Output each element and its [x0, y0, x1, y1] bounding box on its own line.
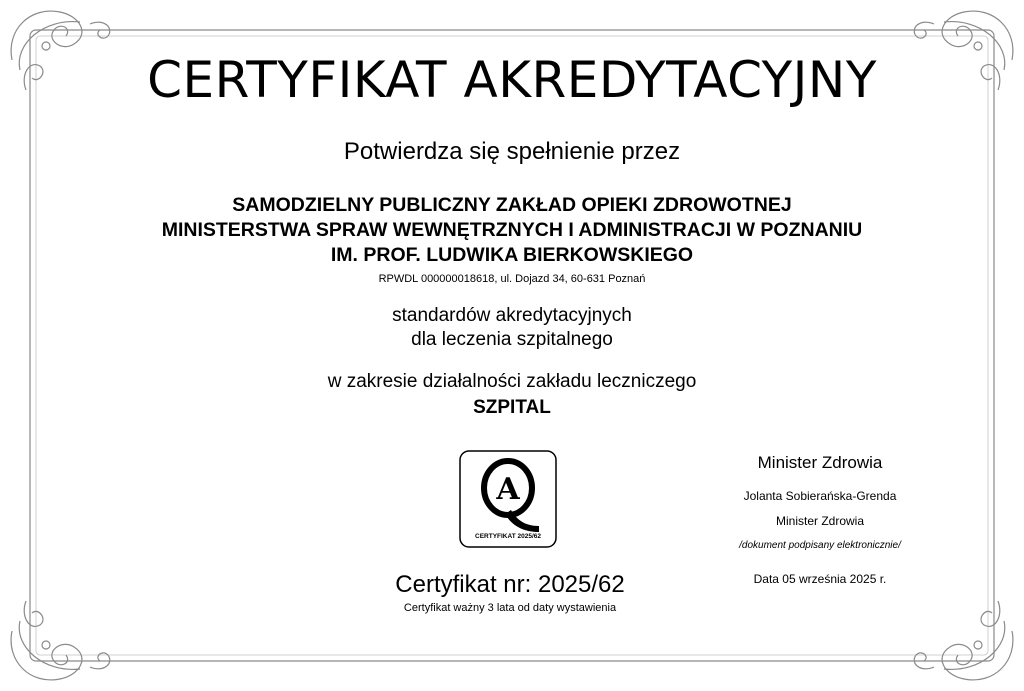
- scope-intro: w zakresie działalności zakładu leczniczego: [327, 371, 697, 392]
- signature-heading: Minister Zdrowia: [757, 453, 883, 472]
- issue-date: Data 05 września 2025 r.: [753, 572, 887, 586]
- confirmation-text: Potwierdza się spełnienie przez: [343, 138, 681, 165]
- organization-name: [0, 193, 1024, 268]
- organization-line-1: SAMODZIELNY PUBLICZNY ZAKŁAD OPIEKI ZDROWOTNEJ: [232, 194, 792, 216]
- corner-ornament-bottom-left: [11, 601, 110, 680]
- logo-letter: A: [496, 472, 520, 507]
- certificate-title: CERTYFIKAT AKREDYTACYJNY: [147, 51, 877, 109]
- scope-name: SZPITAL: [473, 397, 551, 418]
- organization-line-2: MINISTERSTWA SPRAW WEWNĘTRZNYCH I ADMINISTRACJI W POZNANIU: [161, 219, 863, 241]
- electronic-signature-note: /dokument podpisany elektronicznie/: [739, 540, 901, 551]
- standards-line-1: standardów akredytacyjnych: [392, 305, 632, 326]
- signer-name: Jolanta Sobierańska-Grenda: [743, 489, 897, 503]
- standards-line-2: dla leczenia szpitalnego: [411, 329, 613, 350]
- organization-registry: RPWDL 000000018618, ul. Dojazd 34, 60-631 Poznań: [378, 273, 646, 285]
- organization-line-3: IM. PROF. LUDWIKA BIERKOWSKIEGO: [330, 244, 694, 266]
- certificate-number: Certyfikat nr: 2025/62: [395, 571, 625, 598]
- logo-caption: CERTYFIKAT 2025/62: [475, 533, 541, 540]
- signer-title: Minister Zdrowia: [775, 514, 865, 528]
- certificate-validity: Certyfikat ważny 3 lata od daty wystawienia: [403, 602, 617, 614]
- standards-text: [0, 304, 1024, 352]
- corner-ornament-bottom-right: [914, 601, 1013, 680]
